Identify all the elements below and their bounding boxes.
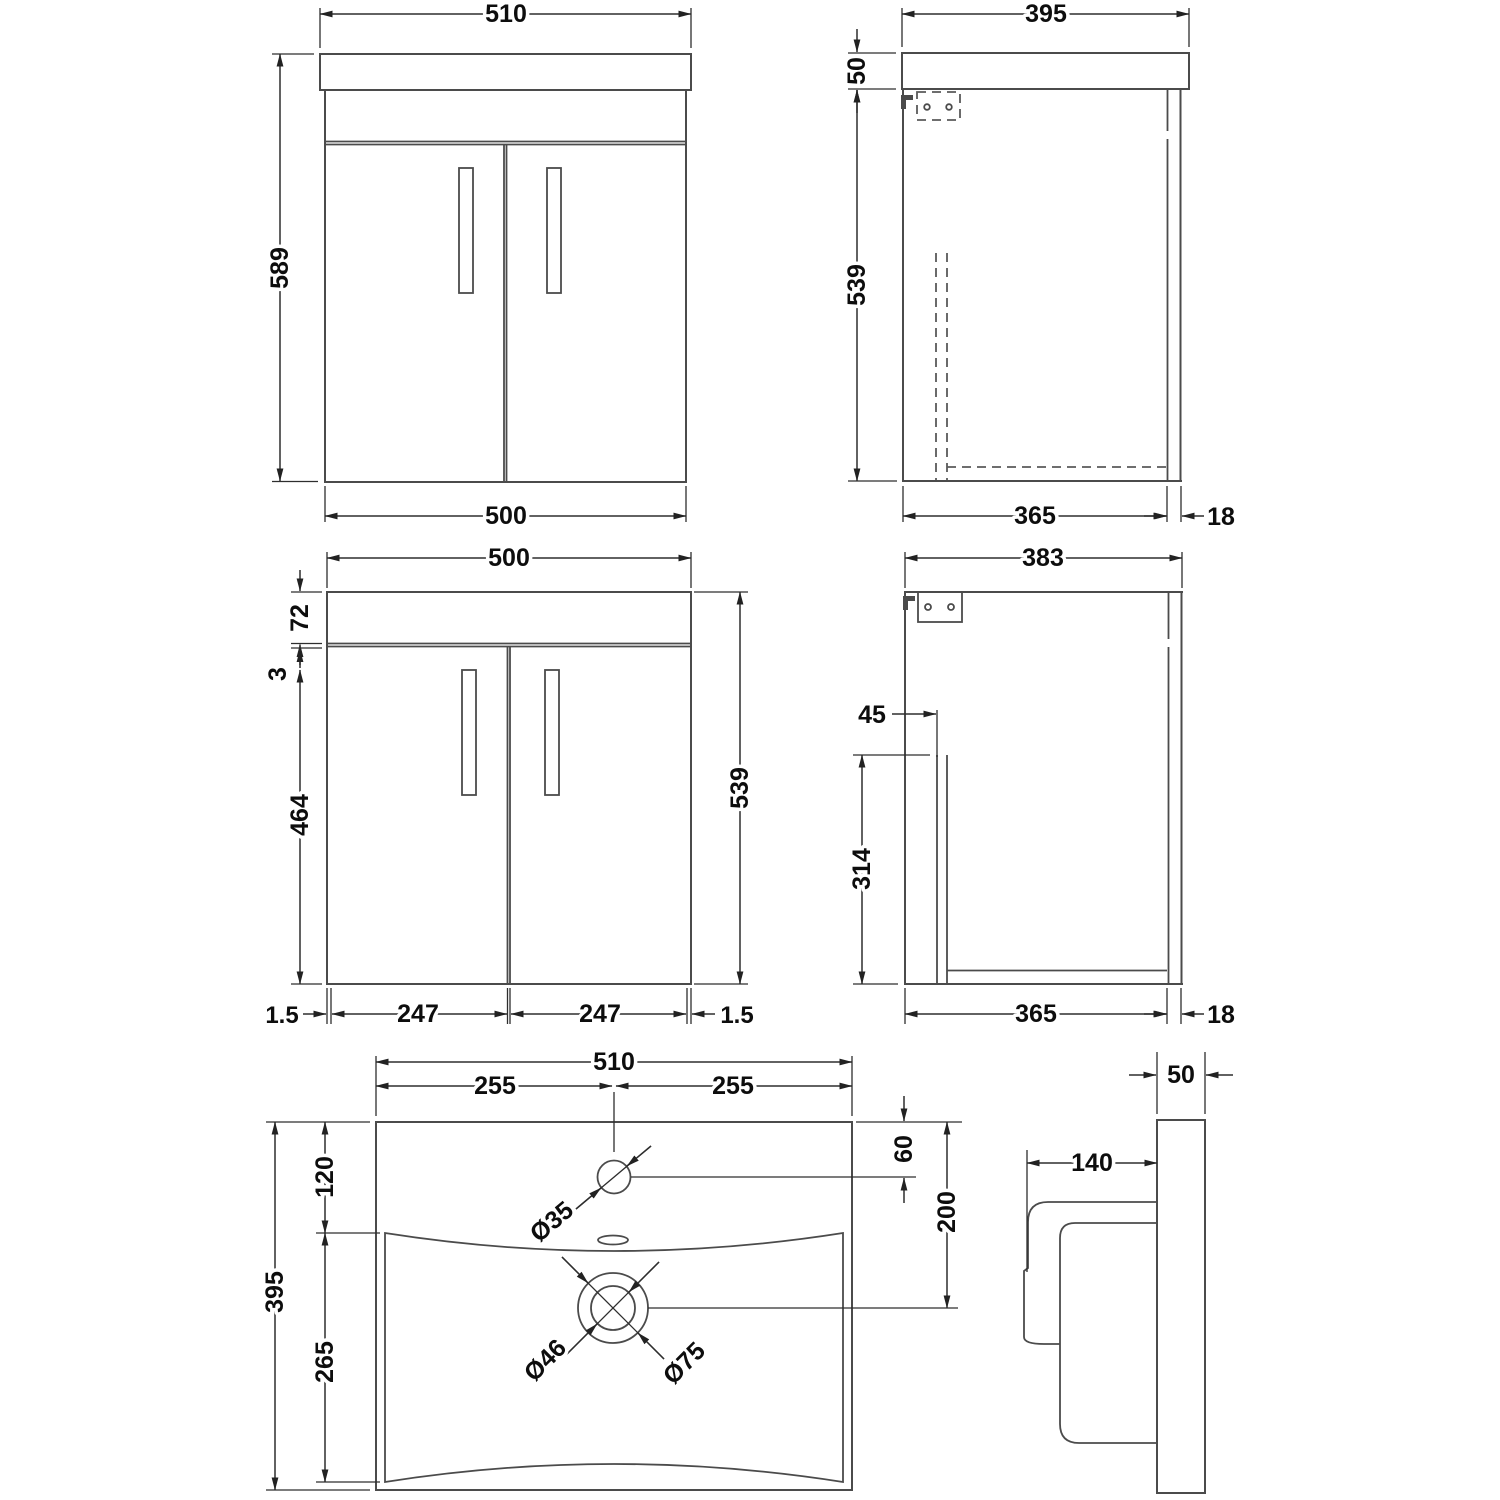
dim-label-72: 72: [286, 604, 314, 632]
bracket-screw-hole: [946, 104, 952, 110]
basin-side-profile: [1024, 1052, 1233, 1493]
dim-label-200: 200: [933, 1191, 961, 1233]
dim-label-tap-diameter: Ø35: [524, 1195, 579, 1248]
basin-body-profile: [1157, 1120, 1205, 1493]
dim-label-120: 120: [311, 1156, 339, 1198]
dim-label-395: 395: [261, 1271, 289, 1313]
door-handle-left: [459, 168, 473, 293]
dim-label-589: 589: [266, 247, 294, 289]
dim-label-510: 510: [485, 0, 527, 28]
wall-hanger-hook: [903, 596, 915, 610]
dim-label-18: 18: [1207, 503, 1235, 531]
bracket-screw-hole: [948, 604, 954, 610]
dim-label-50: 50: [1167, 1061, 1195, 1089]
front-view-with-basin: [266, 0, 691, 530]
dim-label-255-left: 255: [474, 1072, 516, 1100]
dim-label-waste-inner: Ø46: [518, 1333, 572, 1387]
dimension-arrow: [638, 1333, 664, 1359]
bracket-screw-hole: [924, 104, 930, 110]
bracket-screw-hole: [925, 604, 931, 610]
wall-hanger-hook: [901, 95, 913, 109]
overflow-slot: [598, 1236, 628, 1245]
door-handle-left: [462, 670, 476, 795]
bowl-outline: [385, 1233, 843, 1482]
dim-label-395: 395: [1025, 0, 1067, 28]
dimension-arrow: [567, 1324, 597, 1354]
dim-label-waste-outer: Ø75: [657, 1336, 711, 1390]
dimension-arrow: [627, 1146, 651, 1166]
dim-label-500: 500: [485, 502, 527, 530]
dimension-arrow: [576, 1188, 601, 1209]
dim-label-60: 60: [890, 1135, 918, 1163]
dim-label-3: 3: [264, 667, 292, 681]
cabinet-outline: [327, 592, 691, 984]
dim-label-383: 383: [1022, 544, 1064, 572]
basin-plan-view: [261, 1048, 962, 1490]
dim-label-265: 265: [311, 1341, 339, 1383]
dim-label-510: 510: [593, 1048, 635, 1076]
dimension-arrow: [562, 1257, 588, 1283]
dim-label-247-left: 247: [397, 1000, 439, 1028]
bowl-inner-profile: [1060, 1223, 1157, 1443]
dim-label-365: 365: [1015, 1000, 1057, 1028]
dimension-arrow: [629, 1262, 659, 1292]
dim-label-140: 140: [1071, 1149, 1113, 1177]
dim-label-539: 539: [726, 767, 754, 809]
dim-label-255-right: 255: [712, 1072, 754, 1100]
dim-label-247-right: 247: [579, 1000, 621, 1028]
dim-label-45: 45: [858, 701, 886, 729]
front-view-cabinet: [264, 544, 754, 1029]
side-view-with-basin: [843, 0, 1235, 531]
dim-label-539: 539: [843, 264, 871, 306]
dim-label-1p5-left: 1.5: [265, 1002, 299, 1029]
basin-counter-outline: [320, 54, 691, 90]
dim-label-464: 464: [286, 794, 314, 836]
dim-label-500: 500: [488, 544, 530, 572]
dim-label-314: 314: [848, 848, 876, 890]
cabinet-outline: [325, 90, 686, 482]
basin-counter-profile: [902, 53, 1189, 89]
door-handle-right: [545, 670, 559, 795]
door-handle-right: [547, 168, 561, 293]
dim-label-1p5-right: 1.5: [720, 1002, 754, 1029]
dim-label-50: 50: [843, 57, 871, 85]
dim-label-18: 18: [1207, 1001, 1235, 1029]
side-view-cabinet: [848, 544, 1235, 1029]
dim-label-365: 365: [1014, 502, 1056, 530]
